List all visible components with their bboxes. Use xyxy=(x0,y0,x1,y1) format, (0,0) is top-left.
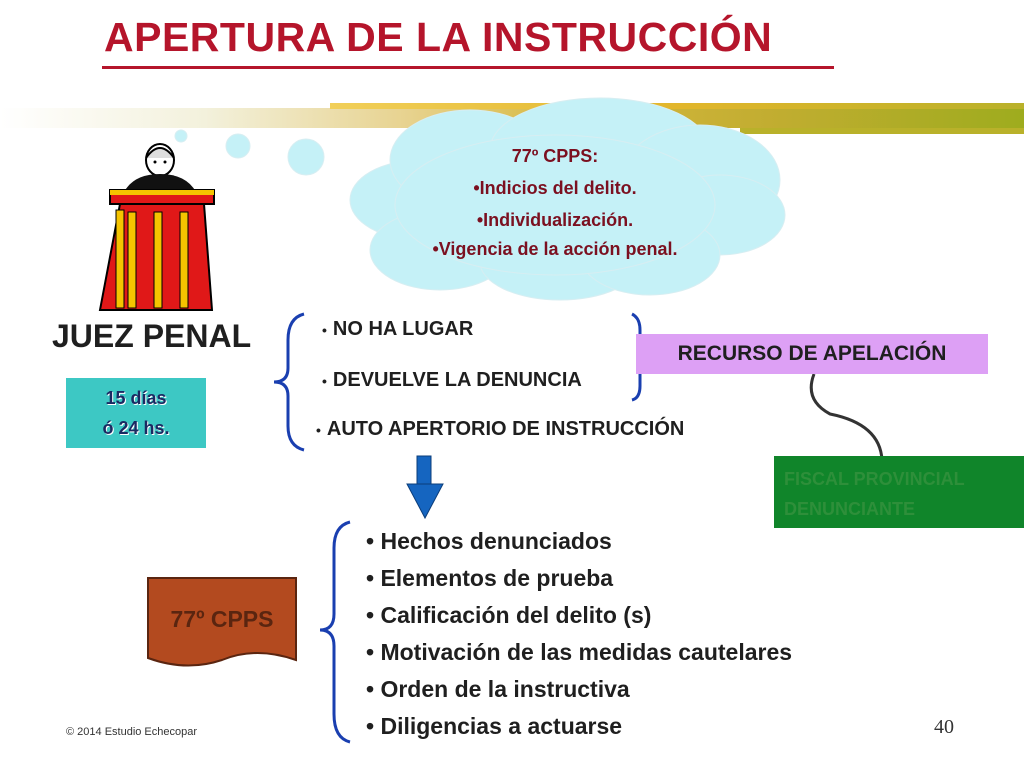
appeal-box: RECURSO DE APELACIÓN xyxy=(636,334,988,374)
list-item-text: Hechos denunciados xyxy=(380,528,612,554)
list-item-text: Calificación del delito (s) xyxy=(380,602,652,628)
cloud-line: •Indicios del delito. xyxy=(473,178,637,198)
list-item: • Diligencias a actuarse xyxy=(366,713,623,739)
cloud-line: •Individualización. xyxy=(476,210,634,230)
list-item: • Elementos de prueba xyxy=(366,565,614,591)
appeal-connector xyxy=(800,370,900,470)
list-item: • Calificación del delito (s) xyxy=(366,602,652,628)
cloud-bubble-medium xyxy=(226,134,250,158)
cloud-line: 77º CPPS: xyxy=(511,146,599,166)
option-label: NO HA LUGAR xyxy=(332,318,474,340)
fiscal-line: FISCAL PROVINCIAL xyxy=(784,469,965,489)
list-item-text: Elementos de prueba xyxy=(380,565,614,591)
page-title: APERTURA DE LA INSTRUCCIÓN xyxy=(104,14,773,60)
requirements-label: 77º CPPS xyxy=(170,606,274,632)
days-box xyxy=(66,378,206,448)
list-item: • Hechos denunciados xyxy=(366,528,612,554)
cloud-text xyxy=(410,140,700,262)
list-item: • Motivación de las medidas cautelares xyxy=(366,639,793,665)
footer-copyright: © 2014 Estudio Echecopar xyxy=(66,726,198,738)
option-label: AUTO APERTORIO DE INSTRUCCIÓN xyxy=(326,418,685,440)
option-no-ha-lugar: • NO HA LUGAR xyxy=(322,318,474,340)
fiscal-line: DENUNCIANTE xyxy=(784,499,916,519)
list-item-text: Motivación de las medidas cautelares xyxy=(380,639,793,665)
option-label: DEVUELVE LA DENUNCIA xyxy=(332,369,582,391)
requirements-list xyxy=(366,528,792,750)
cloud-bubble-large xyxy=(288,139,324,175)
option-devuelve-denuncia: • DEVUELVE LA DENUNCIA xyxy=(322,369,582,391)
hours-line: ó 24 hs. xyxy=(102,418,170,438)
fiscal-box xyxy=(774,456,1024,528)
judge-label: JUEZ PENAL xyxy=(52,318,252,354)
requirements-brace xyxy=(316,518,356,744)
days-line: 15 días xyxy=(105,388,167,408)
page-number: 40 xyxy=(934,716,954,738)
left-brace xyxy=(274,314,304,450)
list-item: • Orden de la instructiva xyxy=(366,676,630,702)
list-item-text: Diligencias a actuarse xyxy=(380,713,623,739)
judge-podium-illustration xyxy=(94,140,226,316)
down-arrow-icon xyxy=(405,454,445,520)
option-auto-apertorio: • AUTO APERTORIO DE INSTRUCCIÓN xyxy=(316,418,685,440)
cloud-line: •Vigencia de la acción penal. xyxy=(432,239,678,259)
list-item-text: Orden de la instructiva xyxy=(380,676,630,702)
